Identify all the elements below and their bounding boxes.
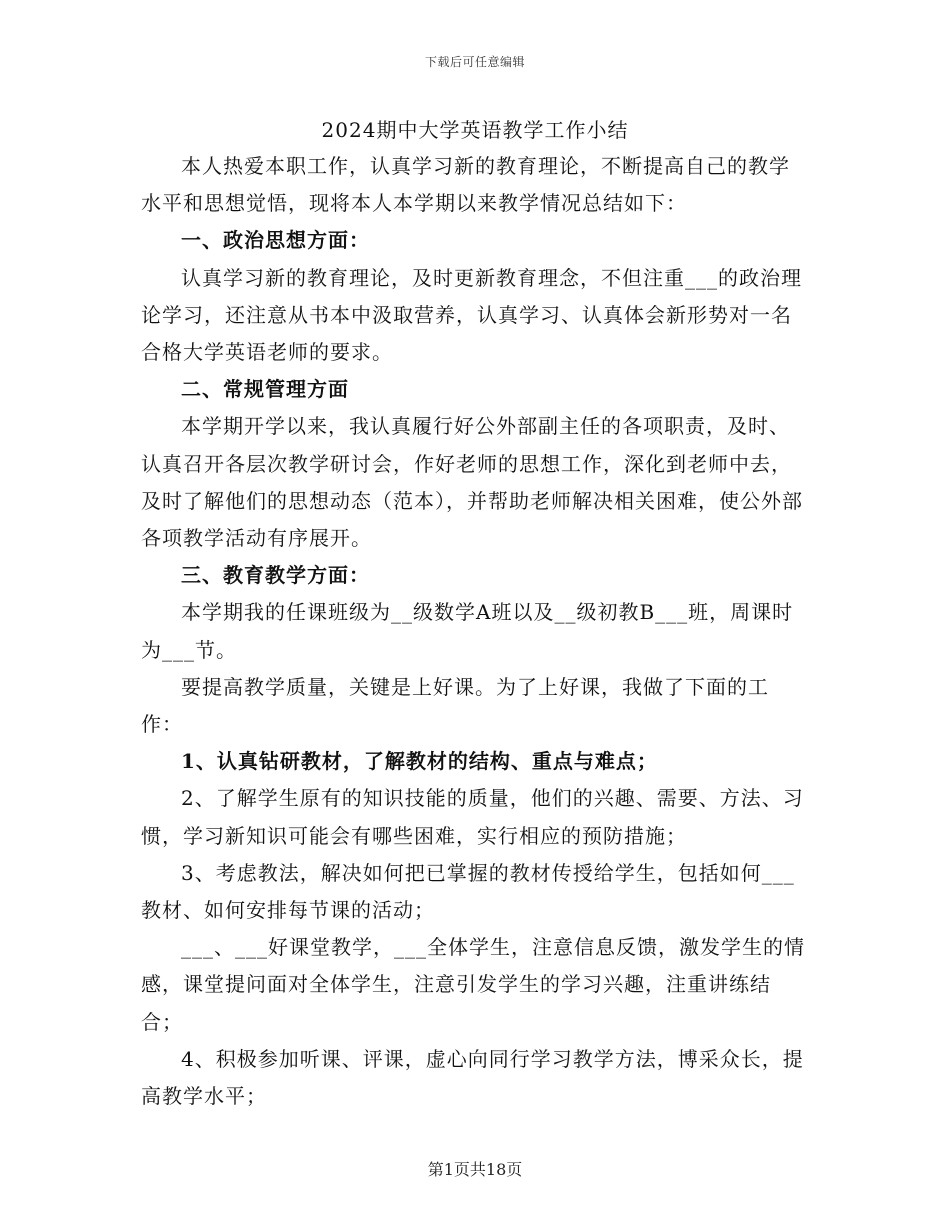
paragraph: 本学期开学以来，我认真履行好公外部副主任的各项职责，及时、认真召开各层次教学研讨会，作好老师的思想工作，深化到老师中去，及时了解他们的思想动态（范本），并帮助老师解决相关困难，使公外部各项教学活动有序展开。: [141, 414, 803, 551]
paragraph: 认真学习新的教育理论，及时更新教育理念，不但注重___的政治理论学习，还注意从书本中汲取营养，认真学习、认真体会新形势对一名合格大学英语老师的要求。: [141, 265, 802, 365]
paragraph: 要提高教学质量，关键是上好课。为了上好课，我做了下面的工作：: [141, 674, 769, 737]
page-header-note: 下载后可任意编辑: [424, 55, 525, 69]
section-heading: 二、常规管理方面: [181, 377, 349, 402]
list-item: 3、考虑教法，解决如何把已掌握的教材传授给学生，包括如何___教材、如何安排每节课的活动；: [141, 860, 795, 923]
section-heading: 三、教育教学方面：: [181, 563, 370, 588]
list-item: 4、积极参加听课、评课，虚心向同行学习教学方法，博采众长，提高教学水平；: [141, 1046, 804, 1109]
list-item: ___、___好课堂教学，___全体学生，注意信息反馈，激发学生的情感，课堂提问面对全体学生，注意引发学生的学习兴趣，注重讲练结合；: [141, 935, 805, 1034]
paragraph: 本人热爱本职工作，认真学习新的教育理论，不断提高自己的教学水平和思想觉悟，现将本人本学期以来教学情况总结如下：: [141, 154, 790, 216]
document-title: 2024期中大学英语教学工作小结: [321, 118, 629, 142]
section-heading: 一、政治思想方面：: [181, 228, 370, 253]
list-item-heading: 1、认真钻研教材，了解教材的结构、重点与难点；: [181, 749, 658, 774]
list-item: 2、了解学生原有的知识技能的质量，他们的兴趣、需要、方法、习惯，学习新知识可能会有哪些困难，实行相应的预防措施；: [141, 786, 804, 848]
page-number-footer: 第1页共18页: [427, 1160, 523, 1179]
document-body: [141, 148, 809, 1115]
paragraph: 本学期我的任课班级为__级数学A班以及__级初教B___班，周课时为___节。: [141, 600, 794, 662]
